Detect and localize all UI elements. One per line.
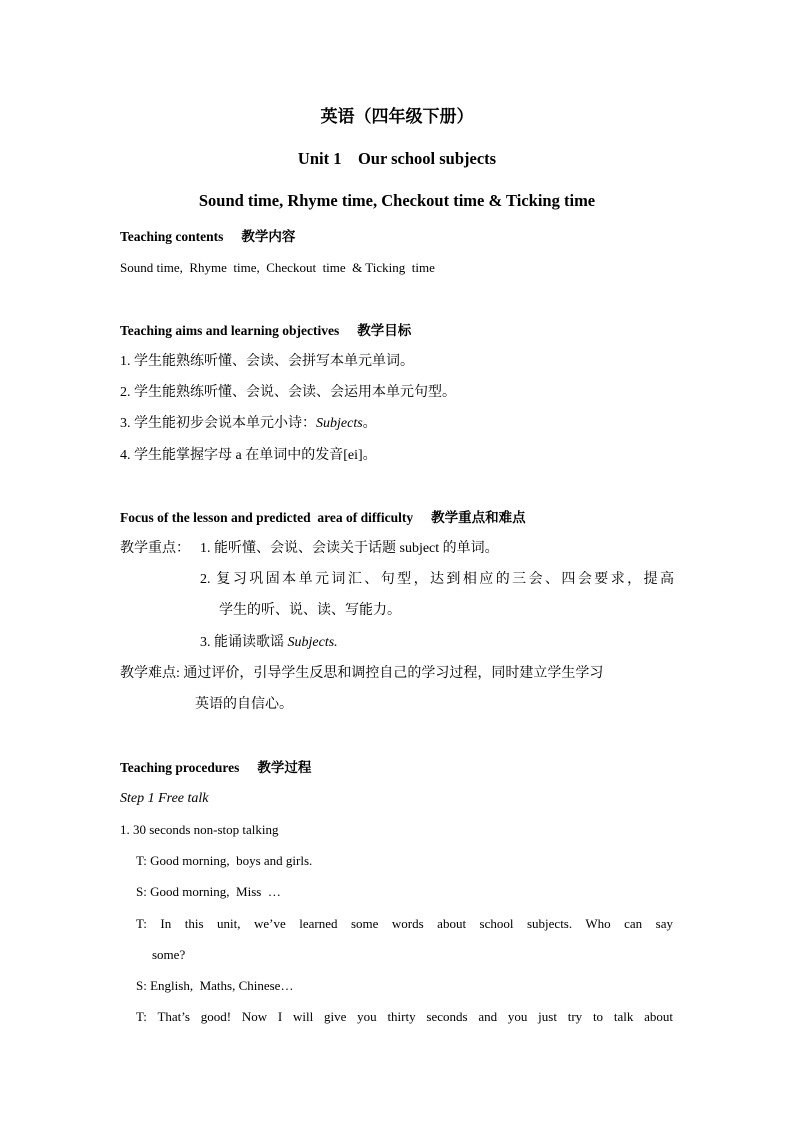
- contents-heading-cn: 教学内容: [241, 229, 296, 244]
- aims-heading-cn: 教学目标: [357, 323, 412, 338]
- aim-item-2: 2. 学生能熟练听懂、会说、会读、会运用本单元句型。: [120, 385, 456, 400]
- step-1-heading: Step 1 Free talk: [120, 791, 209, 806]
- aim-item-1: 1. 学生能熟练听懂、会读、会拼写本单元单词。: [120, 354, 414, 369]
- aim-item-4: 4. 学生能掌握字母 a 在单词中的发音[ei]。: [120, 448, 377, 463]
- focus-difficulty-label: 教学难点:: [120, 666, 180, 681]
- dialogue-line-1: T: Good morning, boys and girls.: [136, 853, 313, 868]
- aims-heading-en: Teaching aims and learning objectives: [120, 323, 340, 338]
- focus-difficulty: [120, 665, 603, 683]
- focus-key-item-1: 1. 能听懂、会说、会读关于话题 subject 的单词。: [200, 541, 499, 556]
- focus-key-item-3-text: 3. 能诵读歌谣: [200, 635, 288, 650]
- focus-key-item-2: 2. 复习巩固本单元词汇、句型，达到相应的三会、四会要求，提高: [200, 572, 674, 587]
- contents-heading: [120, 228, 295, 246]
- dialogue-line-3: T: In this unit, we’ve learned some words about school subjects. Who can say: [136, 916, 673, 931]
- procedures-heading-cn: 教学过程: [257, 760, 312, 775]
- dialogue-line-2: S: Good morning, Miss …: [136, 884, 281, 899]
- aim-item-3: [120, 415, 377, 433]
- procedures-heading: [120, 759, 311, 777]
- contents-text: Sound time, Rhyme time, Checkout time & Ticking time: [120, 260, 435, 275]
- aim-item-3-title: Subjects: [316, 416, 363, 431]
- focus-heading: [120, 509, 526, 527]
- focus-key-item-2-cont: 学生的听、说、读、写能力。: [219, 603, 401, 618]
- focus-difficulty-cont: 英语的自信心。: [195, 697, 293, 712]
- document-title: 英语（四年级下册）: [320, 107, 474, 126]
- contents-heading-en: Teaching contents: [120, 229, 224, 244]
- aims-heading: [120, 322, 411, 340]
- lesson-title: Sound time, Rhyme time, Checkout time & Ticking time: [198, 191, 596, 210]
- procedure-item-1: 1. 30 seconds non-stop talking: [120, 822, 279, 837]
- dialogue-line-3-cont: some?: [152, 947, 186, 962]
- aim-item-3-text: 3. 学生能初步会说本单元小诗：: [120, 416, 316, 431]
- unit-title: Unit 1 Our school subjects: [297, 149, 497, 168]
- dialogue-line-4: S: English, Maths, Chinese…: [136, 978, 294, 993]
- focus-heading-en: Focus of the lesson and predicted area of difficulty: [120, 510, 414, 525]
- focus-key-item-3-title: Subjects.: [287, 635, 338, 650]
- dialogue-line-5: T: That’s good! Now I will give you thirty seconds and you just try to talk about: [136, 1009, 673, 1024]
- focus-difficulty-text: 通过评价，引导学生反思和调控自己的学习过程，同时建立学生学习: [179, 666, 604, 681]
- procedures-heading-en: Teaching procedures: [120, 760, 240, 775]
- aim-item-3-end: 。: [362, 416, 377, 431]
- focus-key-label: 教学重点：: [120, 541, 190, 556]
- focus-heading-cn: 教学重点和难点: [431, 510, 526, 525]
- focus-key-item-3: [200, 634, 338, 652]
